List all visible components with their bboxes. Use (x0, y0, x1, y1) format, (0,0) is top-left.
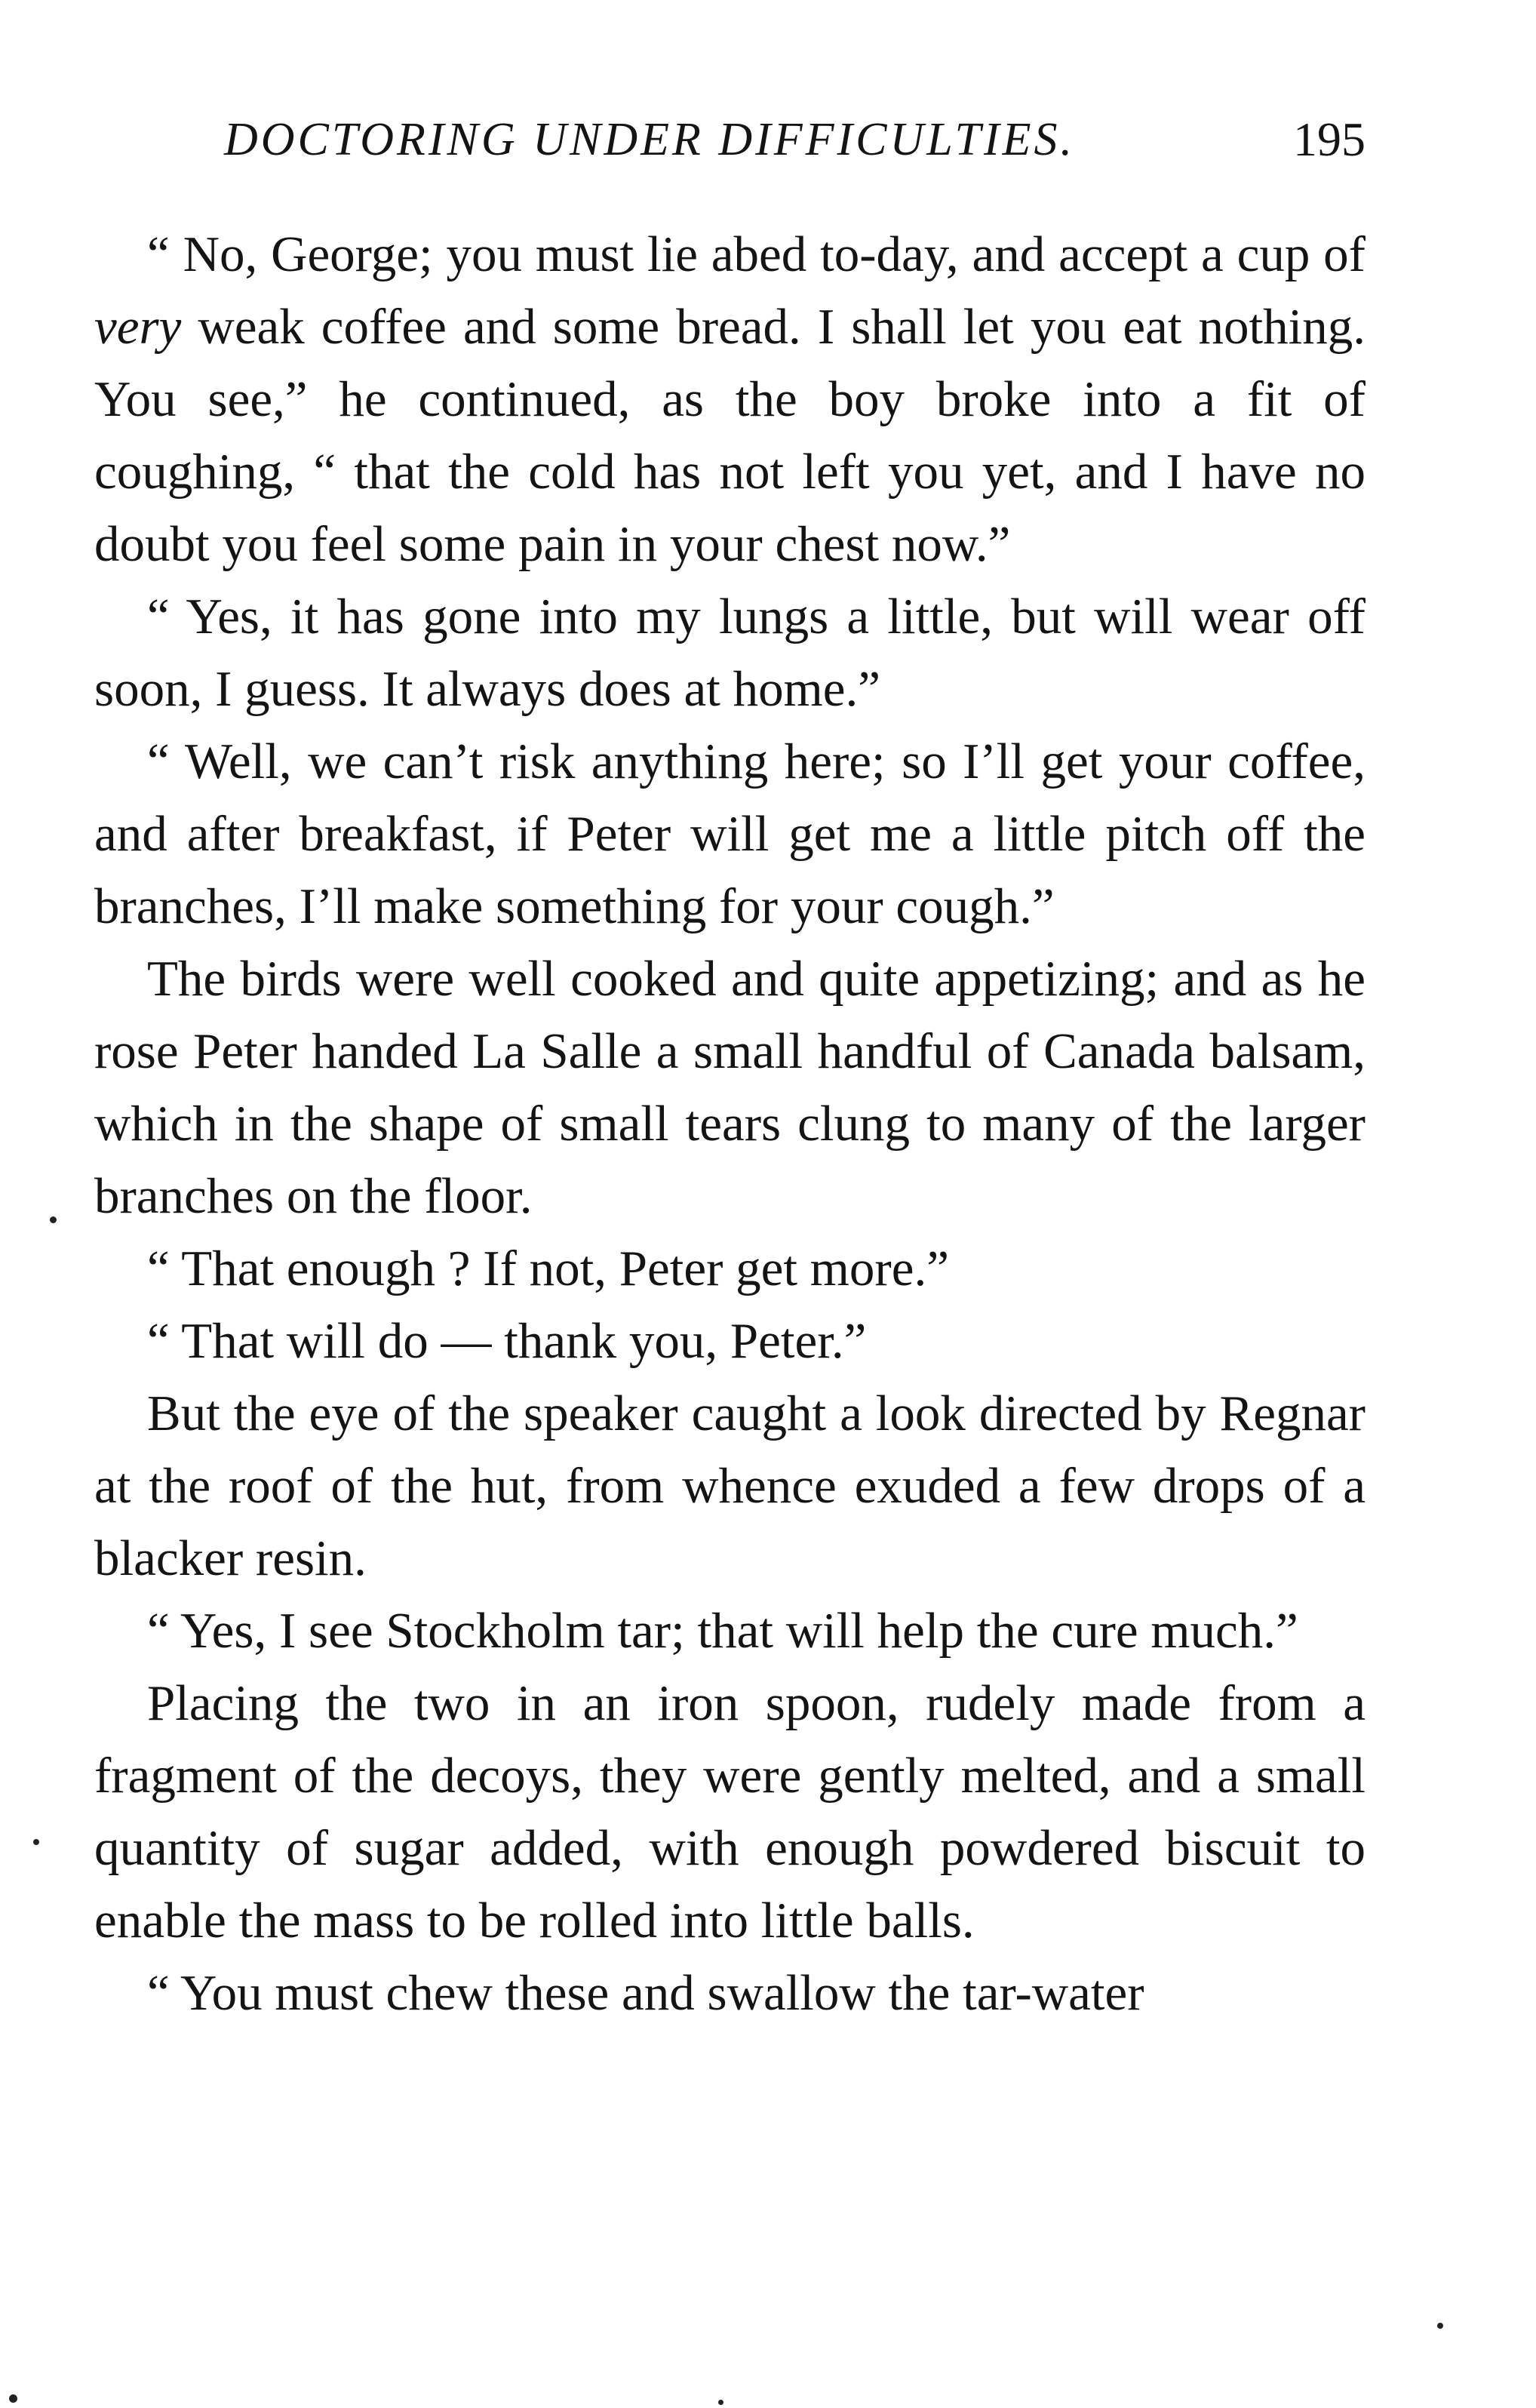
page-number: 195 (1293, 112, 1366, 166)
paragraph-9: Placing the two in an iron spoon, rudely made from a fragment of the decoys, they were gently melted, and a small quantity of sugar added, with enough powdered biscuit to enable the mass to be rolled into little balls. (94, 1675, 1366, 1948)
paragraph-1: “ No, George; you must lie abed to-day, and accept a cup of very weak coffee and some bread. I shall let you eat nothing. You see,” he continued, as the boy broke into a fit of coughing, “ that the cold has not left you yet, and I have no doubt you feel some pain in your chest now.” (94, 226, 1366, 572)
body-text (94, 218, 1366, 2029)
paragraph-7: But the eye of the speaker caught a look directed by Regnar at the roof of the hut, from whence exuded a few drops of a blacker resin. (94, 1385, 1366, 1586)
scan-speck (50, 1216, 57, 1223)
paragraph-3: “ Well, we can’t risk anything here; so I’ll get your coffee, and after breakfast, if Peter will get me a little pitch off the branches, I’ll make something for your cough.” (94, 733, 1366, 934)
paragraph-4: The birds were well cooked and quite appetizing; and as he rose Peter handed La Salle a small handful of Canada balsam, which in the shape of small tears clung to many of the larger branches on the floor. (94, 951, 1366, 1224)
scan-speck (718, 2400, 723, 2405)
paragraph-8: “ Yes, I see Stockholm tar; that will help the cure much.” (147, 1603, 1298, 1659)
page-header (94, 106, 1366, 174)
scan-speck (9, 2394, 17, 2403)
scan-speck (33, 1839, 39, 1845)
paragraph-5: “ That enough ? If not, Peter get more.” (147, 1241, 949, 1296)
scan-speck (1437, 2323, 1443, 2329)
paragraph-6: “ That will do — thank you, Peter.” (147, 1313, 867, 1369)
paragraph-10: “ You must chew these and swallow the tar-water (147, 1965, 1144, 2021)
paragraph-2: “ Yes, it has gone into my lungs a little, but will wear off soon, I guess. It always does at home.” (94, 589, 1366, 717)
italic-emphasis: very (94, 299, 182, 355)
running-title: DOCTORING UNDER DIFFICULTIES. (224, 114, 1076, 165)
